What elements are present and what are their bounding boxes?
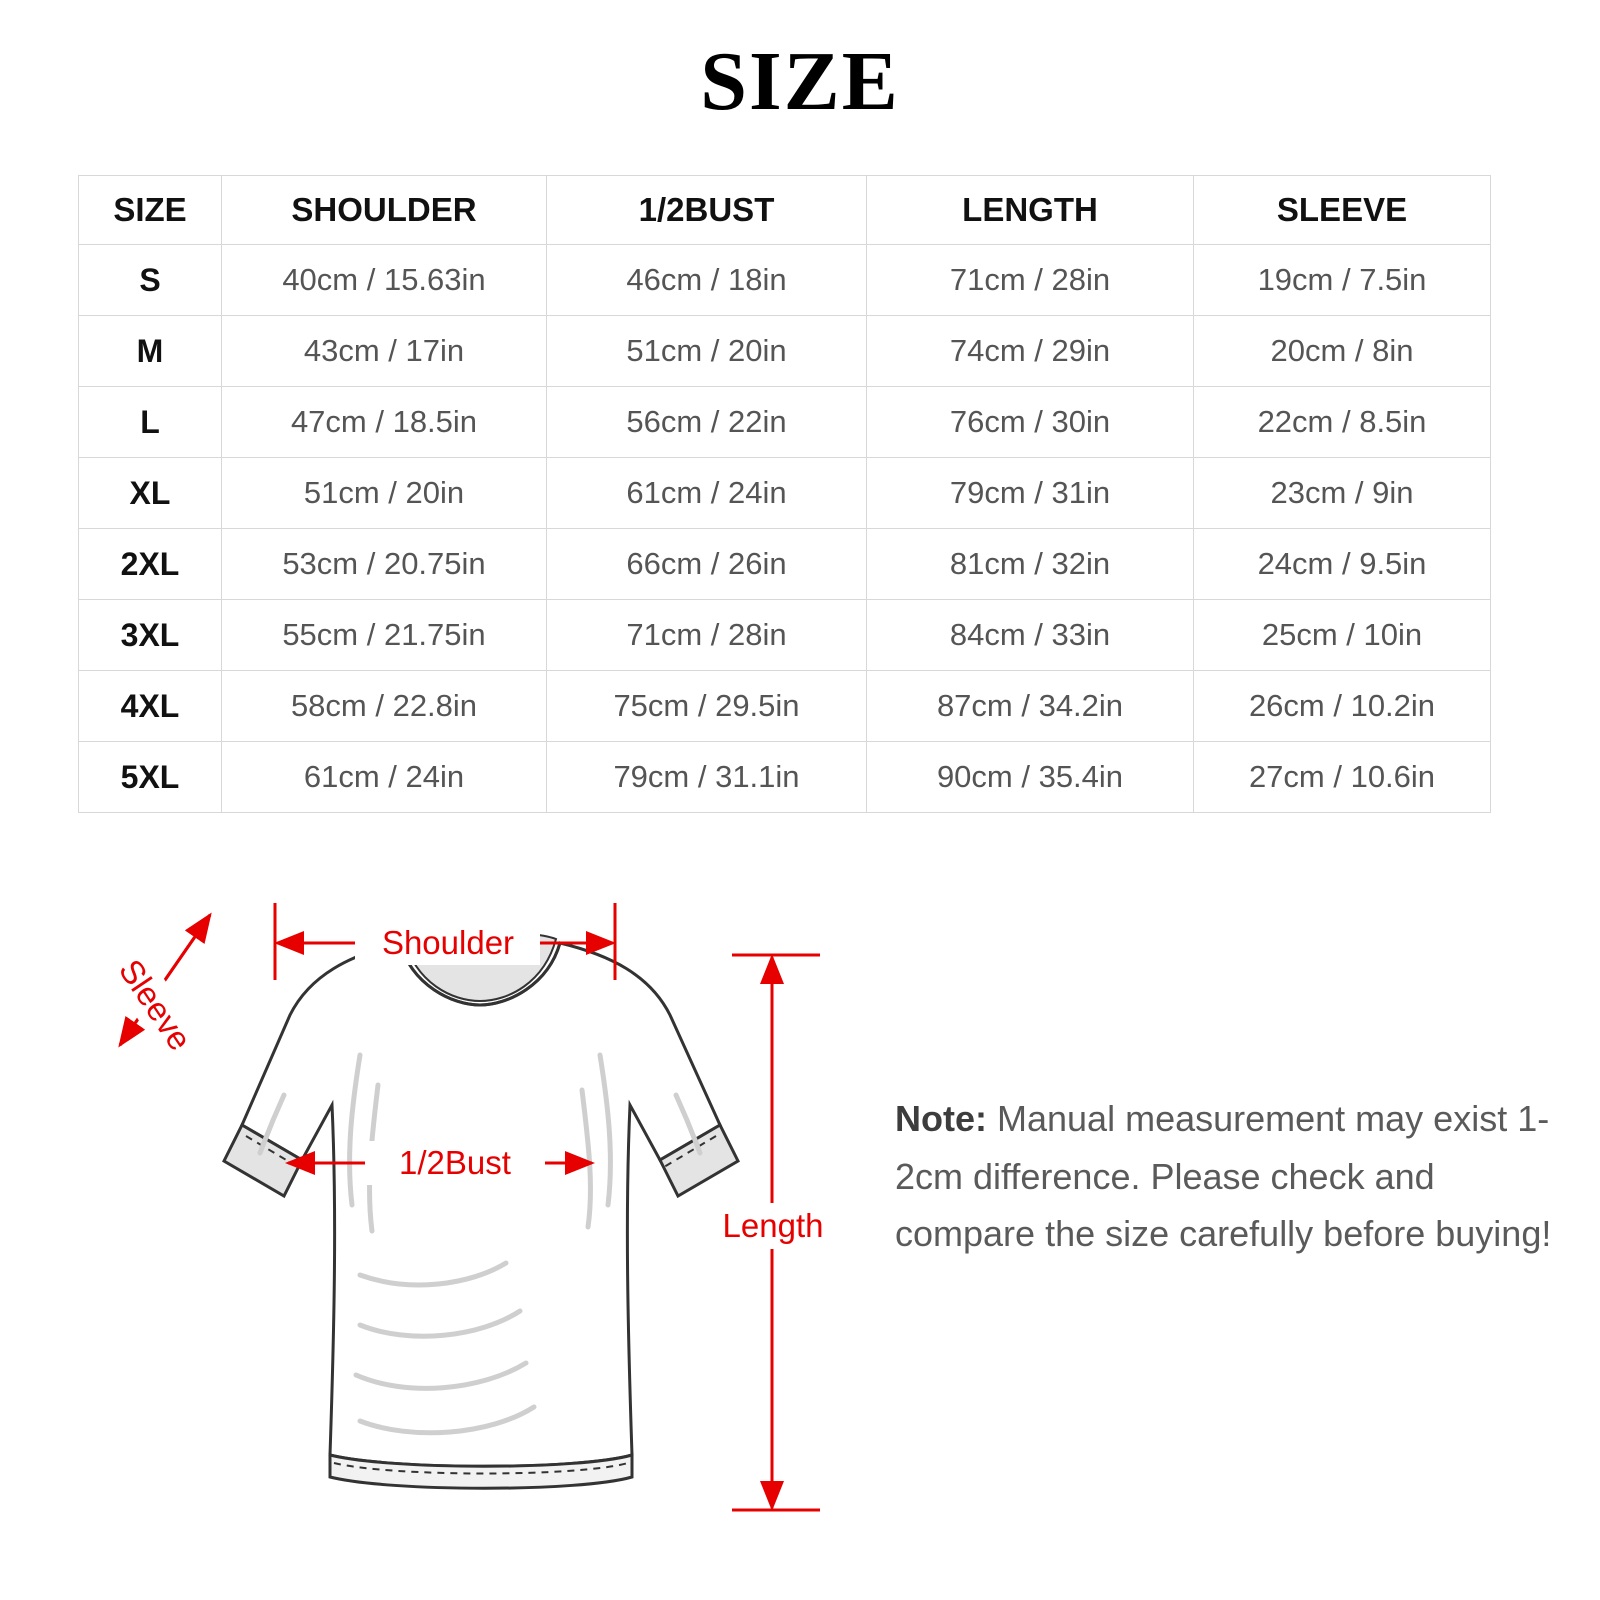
note-block xyxy=(895,1090,1555,1263)
column-header-size: SIZE xyxy=(79,176,222,245)
cell-bust: 71cm / 28in xyxy=(547,600,867,671)
cell-length: 84cm / 33in xyxy=(867,600,1194,671)
cell-length: 81cm / 32in xyxy=(867,529,1194,600)
length-label: Length xyxy=(722,1207,824,1244)
note-text: Manual measurement may exist 1-2cm difference. Please check and compare the size carefully before buying! xyxy=(895,1098,1552,1255)
cell-length: 71cm / 28in xyxy=(867,245,1194,316)
cell-sleeve: 25cm / 10in xyxy=(1194,600,1491,671)
cell-bust: 51cm / 20in xyxy=(547,316,867,387)
cell-sleeve: 20cm / 8in xyxy=(1194,316,1491,387)
cell-size: 5XL xyxy=(79,742,222,813)
table-row xyxy=(79,316,1491,387)
cell-length: 87cm / 34.2in xyxy=(867,671,1194,742)
cell-shoulder: 47cm / 18.5in xyxy=(222,387,547,458)
table-row xyxy=(79,600,1491,671)
cell-length: 90cm / 35.4in xyxy=(867,742,1194,813)
cell-shoulder: 43cm / 17in xyxy=(222,316,547,387)
cell-size: 4XL xyxy=(79,671,222,742)
sleeve-label: Sleeve xyxy=(111,952,199,1057)
table-row xyxy=(79,671,1491,742)
cell-size: M xyxy=(79,316,222,387)
cell-length: 79cm / 31in xyxy=(867,458,1194,529)
measurement-diagram xyxy=(60,855,880,1575)
column-header-sleeve: SLEEVE xyxy=(1194,176,1491,245)
cell-bust: 56cm / 22in xyxy=(547,387,867,458)
cell-size: XL xyxy=(79,458,222,529)
cell-sleeve: 24cm / 9.5in xyxy=(1194,529,1491,600)
cell-bust: 61cm / 24in xyxy=(547,458,867,529)
cell-shoulder: 61cm / 24in xyxy=(222,742,547,813)
column-header-length: LENGTH xyxy=(867,176,1194,245)
column-header-shoulder: SHOULDER xyxy=(222,176,547,245)
cell-sleeve: 26cm / 10.2in xyxy=(1194,671,1491,742)
cell-bust: 66cm / 26in xyxy=(547,529,867,600)
cell-length: 76cm / 30in xyxy=(867,387,1194,458)
cell-shoulder: 53cm / 20.75in xyxy=(222,529,547,600)
cell-shoulder: 51cm / 20in xyxy=(222,458,547,529)
page-title: SIZE xyxy=(700,35,900,128)
cell-shoulder: 55cm / 21.75in xyxy=(222,600,547,671)
table-header-row xyxy=(79,176,1491,245)
bust-label: 1/2Bust xyxy=(399,1144,511,1181)
column-header-bust: 1/2BUST xyxy=(547,176,867,245)
cell-sleeve: 19cm / 7.5in xyxy=(1194,245,1491,316)
cell-bust: 46cm / 18in xyxy=(547,245,867,316)
table-row xyxy=(79,742,1491,813)
size-chart-table xyxy=(78,175,1491,813)
shoulder-label: Shoulder xyxy=(381,924,515,961)
table-row xyxy=(79,387,1491,458)
cell-bust: 75cm / 29.5in xyxy=(547,671,867,742)
cell-shoulder: 40cm / 15.63in xyxy=(222,245,547,316)
note-prefix: Note: xyxy=(895,1098,987,1139)
table-row xyxy=(79,458,1491,529)
cell-bust: 79cm / 31.1in xyxy=(547,742,867,813)
cell-length: 74cm / 29in xyxy=(867,316,1194,387)
cell-size: 3XL xyxy=(79,600,222,671)
table-row xyxy=(79,529,1491,600)
cell-sleeve: 22cm / 8.5in xyxy=(1194,387,1491,458)
cell-size: S xyxy=(79,245,222,316)
tshirt-icon xyxy=(242,943,720,1466)
cell-shoulder: 58cm / 22.8in xyxy=(222,671,547,742)
cell-sleeve: 27cm / 10.6in xyxy=(1194,742,1491,813)
table-row xyxy=(79,245,1491,316)
cell-sleeve: 23cm / 9in xyxy=(1194,458,1491,529)
cell-size: L xyxy=(79,387,222,458)
cell-size: 2XL xyxy=(79,529,222,600)
